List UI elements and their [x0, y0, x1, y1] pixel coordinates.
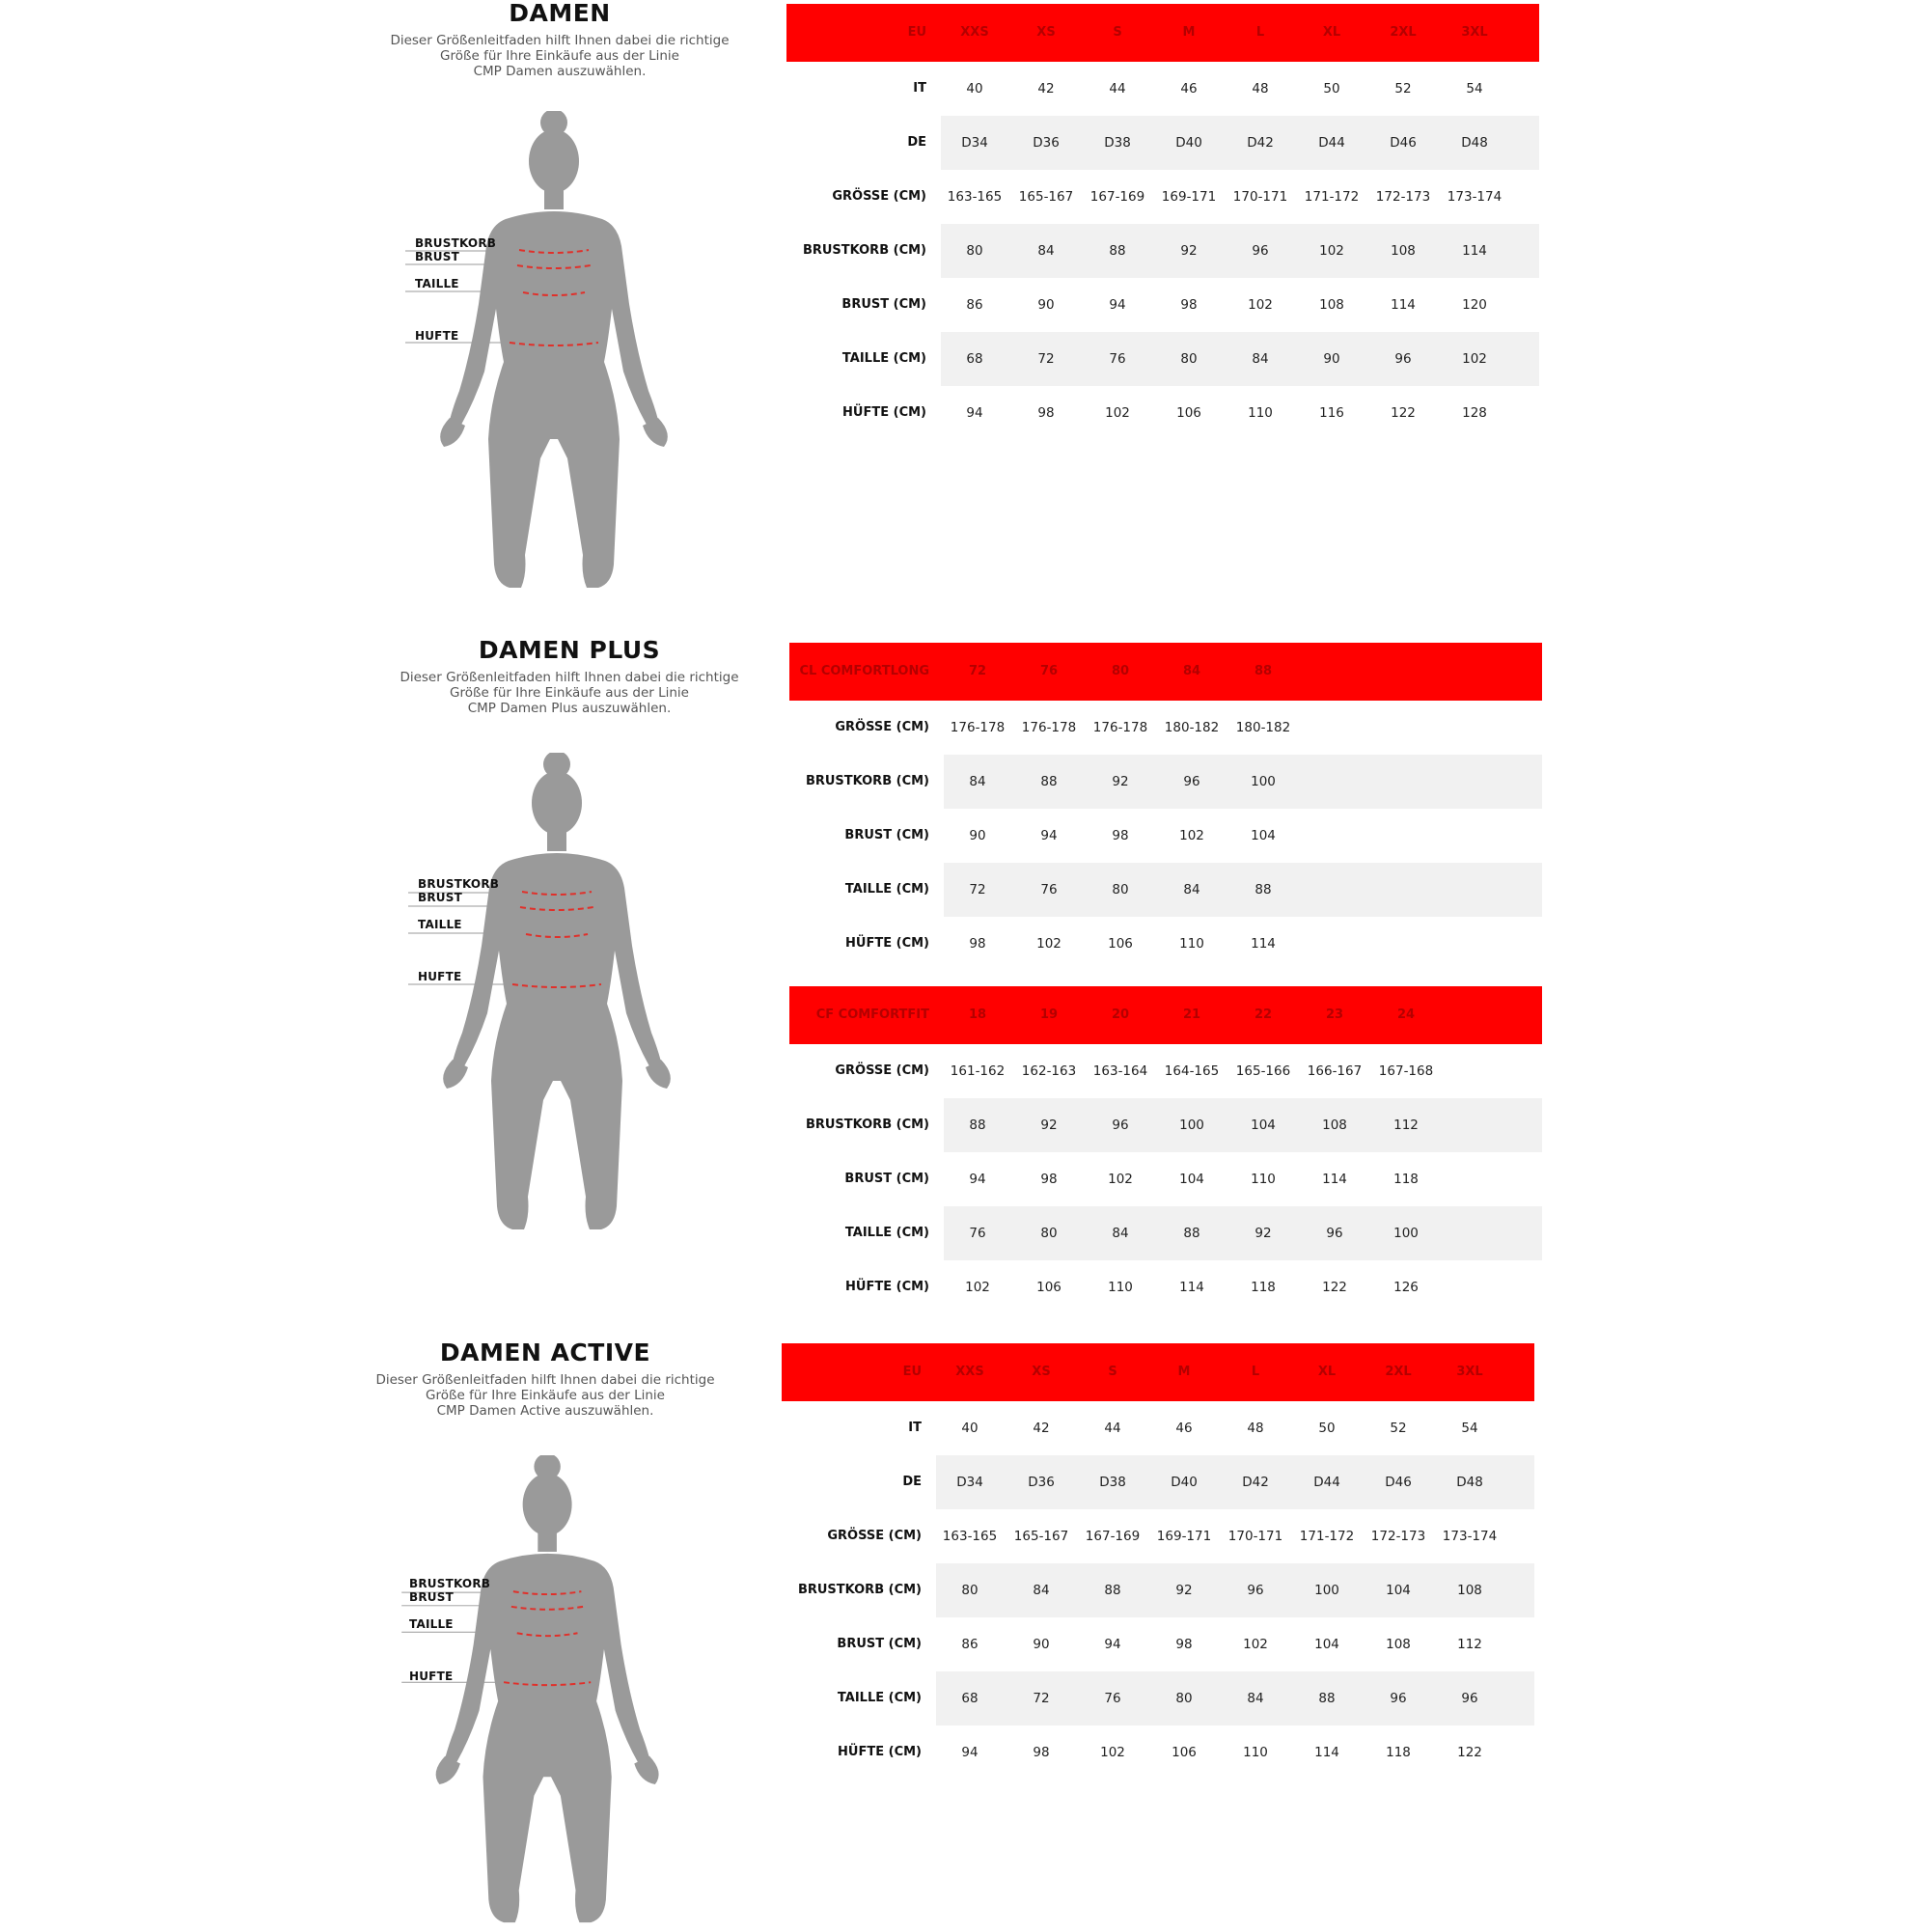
figure-label-brustkorb: BRUSTKORB	[415, 236, 497, 250]
header-cell: XL	[1317, 1365, 1337, 1379]
table-cell: 100	[1251, 774, 1276, 789]
figure-label-brustkorb: BRUSTKORB	[418, 877, 500, 891]
table-cell: 100	[1179, 1118, 1204, 1133]
table-row	[782, 1563, 1534, 1617]
table-cell: 180-182	[1164, 720, 1220, 735]
table-cell: 128	[1462, 405, 1487, 421]
table-cell: 92	[1112, 774, 1129, 789]
row-label: GRÖSSE (CM)	[832, 189, 926, 204]
table-row	[789, 917, 1542, 971]
table-cell: 98	[1175, 1637, 1193, 1652]
table-cell: 96	[1394, 351, 1412, 367]
row-label: HÜFTE (CM)	[838, 1745, 922, 1759]
table-cell: 90	[1037, 297, 1055, 313]
table-cell: 88	[1318, 1691, 1336, 1706]
table-cell: 98	[969, 936, 986, 952]
table-cell: 108	[1391, 243, 1416, 259]
table-cell: 108	[1322, 1118, 1347, 1133]
table-cell: 72	[1033, 1691, 1050, 1706]
section-header	[343, 1339, 748, 1419]
table-cell: 100	[1393, 1226, 1419, 1241]
table-cell: D42	[1242, 1475, 1269, 1490]
header-cell: M	[1177, 1365, 1191, 1379]
table-cell: 92	[1175, 1583, 1193, 1598]
table-row	[786, 332, 1539, 386]
table-cell: 167-169	[1089, 189, 1145, 205]
table-cell: 88	[1254, 882, 1272, 897]
table-cell: 106	[1036, 1280, 1062, 1295]
size-table	[786, 4, 1539, 440]
table-cell: 72	[1037, 351, 1055, 367]
table-cell: 44	[1104, 1421, 1121, 1436]
table-cell: 167-169	[1085, 1529, 1141, 1544]
table-cell: D46	[1390, 135, 1417, 151]
table-cell: 68	[966, 351, 983, 367]
table-cell: 92	[1040, 1118, 1058, 1133]
table-cell: 52	[1390, 1421, 1407, 1436]
table-cell: 162-163	[1021, 1063, 1077, 1079]
figure-label-taille: TAILLE	[415, 277, 459, 290]
table-cell: 92	[1180, 243, 1198, 259]
table-cell: D44	[1313, 1475, 1340, 1490]
row-label: BRUST (CM)	[844, 1172, 929, 1186]
table-cell: 92	[1254, 1226, 1272, 1241]
table-cell: 161-162	[950, 1063, 1006, 1079]
body-figure	[399, 1455, 707, 1932]
table-cell: 114	[1314, 1745, 1339, 1760]
table-row	[782, 1509, 1534, 1563]
table-cell: 163-165	[947, 189, 1003, 205]
table-cell: 96	[1326, 1226, 1343, 1241]
table-cell: 52	[1394, 81, 1412, 97]
table-cell: 88	[1104, 1583, 1121, 1598]
table-cell: 102	[1036, 936, 1062, 952]
table-cell: 172-173	[1370, 1529, 1426, 1544]
table-cell: 44	[1109, 81, 1126, 97]
table-cell: 110	[1248, 405, 1273, 421]
header-label: CL COMFORTLONG	[799, 664, 929, 678]
table-row	[786, 278, 1539, 332]
table-row	[789, 809, 1542, 863]
section-description: Dieser Größenleitfaden hilft Ihnen dabei die richtige Größe für Ihre Einkäufe aus der Linie CMP Damen auszuwählen.	[390, 33, 730, 79]
header-cell: S	[1113, 25, 1122, 40]
row-label: BRUSTKORB (CM)	[805, 1118, 929, 1132]
header-cell: M	[1182, 25, 1196, 40]
table-cell: 90	[969, 828, 986, 843]
table-cell: 84	[1247, 1691, 1264, 1706]
table-cell: 104	[1251, 828, 1276, 843]
table-cell: 94	[1104, 1637, 1121, 1652]
table-cell: 94	[1109, 297, 1126, 313]
table-cell: 102	[965, 1280, 990, 1295]
table-row	[786, 224, 1539, 278]
header-cell: XXS	[955, 1365, 984, 1379]
section-description: Dieser Größenleitfaden hilft Ihnen dabei die richtige Größe für Ihre Einkäufe aus der Linie CMP Damen Active auszuwählen.	[375, 1372, 715, 1419]
table-cell: 102	[1105, 405, 1130, 421]
table-cell: 76	[1040, 882, 1058, 897]
table-cell: D44	[1318, 135, 1345, 151]
table-row	[789, 863, 1542, 917]
table-cell: 104	[1179, 1172, 1204, 1187]
table-cell: 84	[1252, 351, 1269, 367]
header-cell: 2XL	[1385, 1365, 1412, 1379]
table-row	[786, 386, 1539, 440]
table-cell: 122	[1457, 1745, 1482, 1760]
table-cell: 165-167	[1018, 189, 1074, 205]
table-row	[789, 755, 1542, 809]
table-cell: 76	[1109, 351, 1126, 367]
section-header	[367, 637, 772, 716]
table-cell: 98	[1033, 1745, 1050, 1760]
table-row	[786, 62, 1539, 116]
figure-label-hufte: HUFTE	[418, 970, 462, 983]
table-cell: 114	[1322, 1172, 1347, 1187]
header-cell: 20	[1111, 1007, 1130, 1022]
table-cell: 94	[966, 405, 983, 421]
row-label: TAILLE (CM)	[837, 1691, 922, 1705]
header-cell: XS	[1036, 25, 1056, 40]
header-cell: 19	[1039, 1007, 1059, 1022]
table-header-row	[789, 986, 1542, 1044]
table-cell: D48	[1461, 135, 1488, 151]
figure-label-brust: BRUST	[415, 250, 459, 263]
table-cell: 110	[1243, 1745, 1268, 1760]
table-cell: 118	[1251, 1280, 1276, 1295]
table-cell: 84	[1112, 1226, 1129, 1241]
table-cell: 102	[1243, 1637, 1268, 1652]
row-label: BRUSTKORB (CM)	[802, 243, 926, 258]
section-title: DAMEN ACTIVE	[439, 1339, 651, 1366]
table-cell: 176-178	[1021, 720, 1077, 735]
table-cell: 114	[1391, 297, 1416, 313]
table-cell: 54	[1466, 81, 1483, 97]
body-figure	[405, 111, 714, 597]
table-cell: 68	[961, 1691, 979, 1706]
table-row	[789, 1260, 1542, 1314]
table-cell: 86	[961, 1637, 979, 1652]
table-cell: D40	[1171, 1475, 1198, 1490]
table-cell: 54	[1461, 1421, 1478, 1436]
header-cell: 76	[1039, 664, 1059, 678]
table-cell: 80	[1180, 351, 1198, 367]
table-cell: D36	[1033, 135, 1060, 151]
table-cell: D38	[1104, 135, 1131, 151]
figure-label-brust: BRUST	[409, 1590, 454, 1604]
table-cell: 94	[1040, 828, 1058, 843]
table-cell: 166-167	[1307, 1063, 1363, 1079]
table-cell: 100	[1314, 1583, 1339, 1598]
table-cell: 42	[1037, 81, 1055, 97]
table-cell: 84	[1183, 882, 1200, 897]
table-row	[789, 1152, 1542, 1206]
table-cell: 104	[1386, 1583, 1411, 1598]
woman-silhouette-icon	[399, 1455, 707, 1928]
header-cell: 3XL	[1456, 1365, 1483, 1379]
table-cell: 122	[1322, 1280, 1347, 1295]
table-cell: 108	[1457, 1583, 1482, 1598]
header-cell: 88	[1254, 664, 1273, 678]
table-cell: 104	[1251, 1118, 1276, 1133]
table-cell: 102	[1100, 1745, 1125, 1760]
table-cell: 169-171	[1156, 1529, 1212, 1544]
table-cell: 118	[1386, 1745, 1411, 1760]
row-label: DE	[907, 135, 926, 150]
table-cell: 72	[969, 882, 986, 897]
table-row	[782, 1617, 1534, 1671]
row-label: HÜFTE (CM)	[845, 936, 929, 951]
table-cell: 86	[966, 297, 983, 313]
table-cell: 88	[969, 1118, 986, 1133]
table-cell: 165-166	[1235, 1063, 1291, 1079]
table-row	[782, 1671, 1534, 1725]
table-cell: D34	[961, 135, 988, 151]
row-label: TAILLE (CM)	[841, 351, 926, 366]
table-cell: 120	[1462, 297, 1487, 313]
figure-label-brustkorb: BRUSTKORB	[409, 1577, 491, 1590]
table-cell: 98	[1037, 405, 1055, 421]
table-cell: D34	[956, 1475, 983, 1490]
table-cell: 176-178	[950, 720, 1006, 735]
table-cell: 102	[1179, 828, 1204, 843]
row-label: BRUST (CM)	[844, 828, 929, 842]
table-cell: 108	[1319, 297, 1344, 313]
table-cell: 50	[1318, 1421, 1336, 1436]
table-cell: D48	[1456, 1475, 1483, 1490]
table-header-row	[782, 1343, 1534, 1401]
table-row	[782, 1725, 1534, 1780]
table-cell: 110	[1251, 1172, 1276, 1187]
table-cell: 106	[1108, 936, 1133, 952]
header-cell: 18	[968, 1007, 987, 1022]
table-cell: 80	[1175, 1691, 1193, 1706]
body-figure	[408, 753, 717, 1239]
figure-label-brust: BRUST	[418, 891, 462, 904]
table-cell: 90	[1323, 351, 1340, 367]
table-cell: 167-168	[1378, 1063, 1434, 1079]
figure-label-hufte: HUFTE	[415, 329, 459, 343]
row-label: BRUST (CM)	[841, 297, 926, 312]
table-cell: 112	[1393, 1118, 1419, 1133]
row-label: BRUST (CM)	[837, 1637, 922, 1651]
header-cell: 2XL	[1390, 25, 1417, 40]
table-cell: 104	[1314, 1637, 1339, 1652]
table-row	[789, 1206, 1542, 1260]
table-header-row	[789, 643, 1542, 701]
table-cell: 94	[969, 1172, 986, 1187]
table-header-row	[786, 4, 1539, 62]
table-cell: 180-182	[1235, 720, 1291, 735]
table-cell: 126	[1393, 1280, 1419, 1295]
table-cell: 169-171	[1161, 189, 1217, 205]
table-row	[789, 1098, 1542, 1152]
table-cell: 96	[1461, 1691, 1478, 1706]
table-cell: 98	[1180, 297, 1198, 313]
table-cell: 164-165	[1164, 1063, 1220, 1079]
woman-silhouette-icon	[405, 111, 714, 593]
table-cell: 96	[1247, 1583, 1264, 1598]
header-cell: L	[1251, 1365, 1260, 1379]
table-cell: 106	[1176, 405, 1201, 421]
table-cell: 98	[1112, 828, 1129, 843]
table-row	[782, 1401, 1534, 1455]
row-label: TAILLE (CM)	[844, 882, 929, 897]
table-cell: 108	[1386, 1637, 1411, 1652]
figure-label-hufte: HUFTE	[409, 1670, 454, 1683]
row-label: HÜFTE (CM)	[845, 1280, 929, 1294]
table-cell: 76	[969, 1226, 986, 1241]
header-cell: S	[1108, 1365, 1117, 1379]
figure-label-taille: TAILLE	[409, 1617, 454, 1631]
table-cell: 173-174	[1447, 189, 1503, 205]
row-label: IT	[913, 81, 926, 96]
table-cell: 84	[1037, 243, 1055, 259]
size-table-comfortfit	[789, 986, 1542, 1314]
table-cell: 170-171	[1227, 1529, 1283, 1544]
table-cell: D38	[1099, 1475, 1126, 1490]
table-cell: 80	[1040, 1226, 1058, 1241]
table-cell: 110	[1179, 936, 1204, 952]
table-cell: 84	[969, 774, 986, 789]
table-row	[789, 1044, 1542, 1098]
figure-label-taille: TAILLE	[418, 918, 462, 931]
table-cell: 94	[961, 1745, 979, 1760]
size-table-comfortlong	[789, 643, 1542, 971]
table-cell: 102	[1108, 1172, 1133, 1187]
table-cell: 76	[1104, 1691, 1121, 1706]
table-cell: 118	[1393, 1172, 1419, 1187]
table-cell: 80	[961, 1583, 979, 1598]
table-cell: 102	[1462, 351, 1487, 367]
table-cell: 165-167	[1013, 1529, 1069, 1544]
table-cell: 112	[1457, 1637, 1482, 1652]
table-cell: 48	[1247, 1421, 1264, 1436]
table-cell: 122	[1391, 405, 1416, 421]
table-cell: 84	[1033, 1583, 1050, 1598]
header-label: EU	[907, 25, 926, 40]
header-cell: XXS	[960, 25, 989, 40]
table-cell: 88	[1183, 1226, 1200, 1241]
table-cell: 114	[1251, 936, 1276, 952]
table-row	[789, 701, 1542, 755]
table-cell: 80	[1112, 882, 1129, 897]
table-cell: 171-172	[1304, 189, 1360, 205]
table-cell: 171-172	[1299, 1529, 1355, 1544]
table-cell: 106	[1172, 1745, 1197, 1760]
table-cell: 173-174	[1442, 1529, 1498, 1544]
table-row	[786, 116, 1539, 170]
table-cell: 96	[1252, 243, 1269, 259]
header-cell: 3XL	[1461, 25, 1488, 40]
section-title: DAMEN	[509, 0, 611, 27]
row-label: BRUSTKORB (CM)	[797, 1583, 922, 1597]
header-cell: 84	[1182, 664, 1201, 678]
header-cell: 21	[1182, 1007, 1201, 1022]
size-table	[782, 1343, 1534, 1780]
table-cell: 96	[1390, 1691, 1407, 1706]
table-cell: 96	[1112, 1118, 1129, 1133]
table-cell: 110	[1108, 1280, 1133, 1295]
header-cell: XL	[1322, 25, 1341, 40]
row-label: TAILLE (CM)	[844, 1226, 929, 1240]
table-cell: 40	[961, 1421, 979, 1436]
table-cell: 80	[966, 243, 983, 259]
table-cell: 102	[1248, 297, 1273, 313]
header-cell: 22	[1254, 1007, 1273, 1022]
table-cell: 163-164	[1092, 1063, 1148, 1079]
woman-silhouette-icon	[408, 753, 717, 1235]
table-cell: D36	[1028, 1475, 1055, 1490]
header-cell: L	[1255, 25, 1265, 40]
table-cell: 116	[1319, 405, 1344, 421]
table-cell: 176-178	[1092, 720, 1148, 735]
row-label: IT	[908, 1421, 922, 1435]
table-cell: 48	[1252, 81, 1269, 97]
header-cell: 80	[1111, 664, 1130, 678]
header-cell: 24	[1396, 1007, 1416, 1022]
row-label: GRÖSSE (CM)	[835, 1063, 929, 1078]
table-cell: 50	[1323, 81, 1340, 97]
table-cell: 88	[1040, 774, 1058, 789]
table-cell: 90	[1033, 1637, 1050, 1652]
row-label: GRÖSSE (CM)	[835, 720, 929, 734]
table-cell: 114	[1179, 1280, 1204, 1295]
table-cell: 114	[1462, 243, 1487, 259]
row-label: GRÖSSE (CM)	[827, 1529, 922, 1543]
header-cell: 72	[968, 664, 987, 678]
table-cell: 40	[966, 81, 983, 97]
row-label: DE	[902, 1475, 922, 1489]
table-cell: 42	[1033, 1421, 1050, 1436]
table-cell: 172-173	[1375, 189, 1431, 205]
row-label: BRUSTKORB (CM)	[805, 774, 929, 788]
table-cell: 46	[1175, 1421, 1193, 1436]
header-cell: XS	[1032, 1365, 1051, 1379]
table-cell: D40	[1175, 135, 1202, 151]
table-cell: D46	[1385, 1475, 1412, 1490]
table-cell: 88	[1109, 243, 1126, 259]
table-cell: 46	[1180, 81, 1198, 97]
section-description: Dieser Größenleitfaden hilft Ihnen dabei die richtige Größe für Ihre Einkäufe aus der Linie CMP Damen Plus auszuwählen.	[400, 670, 739, 716]
table-row	[786, 170, 1539, 224]
header-cell: 23	[1325, 1007, 1344, 1022]
section-header	[357, 0, 762, 79]
row-label: HÜFTE (CM)	[842, 405, 926, 420]
table-cell: 98	[1040, 1172, 1058, 1187]
table-cell: 163-165	[942, 1529, 998, 1544]
table-row	[782, 1455, 1534, 1509]
table-cell: 170-171	[1232, 189, 1288, 205]
header-label: CF COMFORTFIT	[815, 1007, 929, 1022]
table-cell: 96	[1183, 774, 1200, 789]
header-label: EU	[902, 1365, 922, 1379]
table-cell: 102	[1319, 243, 1344, 259]
section-title: DAMEN PLUS	[478, 636, 661, 664]
table-cell: D42	[1247, 135, 1274, 151]
